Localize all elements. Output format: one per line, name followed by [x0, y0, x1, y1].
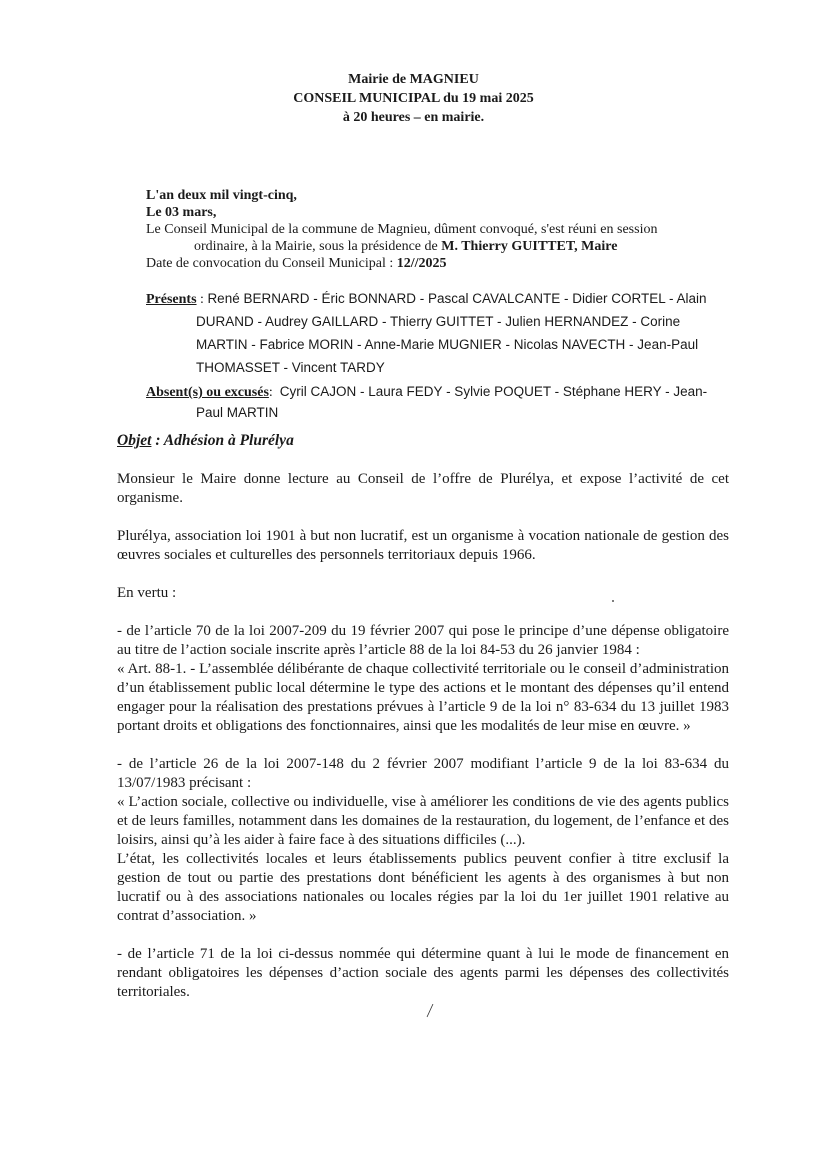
- intro-president: M. Thierry GUITTET, Maire: [441, 239, 618, 254]
- convocation-date: [146, 255, 746, 272]
- paragraph-en-vertu: En vertu :: [117, 585, 177, 601]
- paragraph-article-26: - de l’article 26 de la loi 2007-148 du 2 février 2007 modifiant l’article 9 de la loi 83-634 du 13/07/1983 précisant :: [117, 756, 729, 791]
- intro-date: Le 03 mars,: [146, 205, 217, 220]
- intro-year: L'an deux mil vingt-cinq,: [146, 188, 297, 203]
- absents-block: Absent(s) ou excusés: Cyril CAJON - Laura FEDY - Sylvie POQUET - Stéphane HERY - Jean-Paul MARTIN: [146, 384, 708, 420]
- absents-label: Absent(s) ou excusés: [146, 385, 269, 400]
- pen-mark: [426, 1004, 434, 1018]
- intro-council-line1: Le Conseil Municipal de la commune de Magnieu, dûment convoqué, s'est réuni en session: [146, 222, 658, 237]
- quote-article-88-1: « Art. 88-1. - L’assemblée délibérante de chaque collectivité territoriale ou le conseil d’administration d’un établissement public local détermine le type des actions et le montant des dépenses qu’il entend engager pour la réalisation des prestations prévues à l’article 9 de la loi n° 83-634 du 13 juillet 1983 portant droits et obligations des fonctionnaires, ainsi que les modalités de leur mise en œuvre. »: [117, 661, 729, 734]
- objet-label: Objet: [117, 432, 152, 449]
- paragraph-article-70: - de l’article 70 de la loi 2007-209 du 19 février 2007 qui pose le principe d’une dépense obligatoire au titre de l’action sociale inscrite après l’article 88 de la loi 84-53 du 26 janvier 1984 :: [117, 623, 729, 658]
- deliberation-body: [117, 470, 729, 1002]
- paragraph-reading: Monsieur le Maire donne lecture au Conseil de l’offre de Plurélya, et expose l’activité de cet organisme.: [117, 471, 729, 506]
- mairie-title: Mairie de MAGNIEU: [348, 72, 479, 87]
- session-time-place: à 20 heures – en mairie.: [342, 110, 485, 125]
- intro-block: [146, 187, 746, 272]
- presents-block: Présents : René BERNARD - Éric BONNARD - Pascal CAVALCANTE - Didier CORTEL - Alain DURAND - Audrey GAILLARD - Thierry GUITTET - Julien HERNANDEZ - Corine MARTIN - Fabrice MORIN - Anne-Marie MUGNIER - Nicolas NAVECTH - Jean-Paul THOMASSET - Vincent TARDY: [146, 291, 707, 375]
- quote-action-sociale: « L’action sociale, collective ou individuelle, vise à améliorer les conditions de vie des agents publics et de leurs familles, notamment dans les domaines de la restauration, du logement, de l’enfance et des loisirs, ainsi qu’à les aider à faire face à des situations difficiles (...).: [117, 794, 729, 848]
- document-header: [0, 70, 827, 127]
- intro-council-line2: [146, 238, 746, 255]
- objet-title: : Adhésion à Plurélya: [151, 432, 294, 449]
- presents-label: Présents: [146, 292, 197, 307]
- objet-heading: [117, 432, 294, 450]
- paragraph-plurelya: Plurélya, association loi 1901 à but non lucratif, est un organisme à vocation nationale de gestion des œuvres sociales et culturelles des personnels territoriaux depuis 1966.: [117, 528, 729, 563]
- paragraph-article-71: - de l’article 71 de la loi ci-dessus nommée qui détermine quant à lui le mode de financement en rendant obligatoires les dépenses d’action sociale des agents parmi les dépenses des collectivités territoriales.: [117, 946, 729, 1000]
- absents-names: Cyril CAJON - Laura FEDY - Sylvie POQUET - Stéphane HERY - Jean-Paul MARTIN: [196, 384, 708, 420]
- scan-speck: [612, 600, 614, 602]
- intro-council-text: ordinaire, à la Mairie, sous la présidence de: [194, 239, 442, 254]
- council-session-title: CONSEIL MUNICIPAL du 19 mai 2025: [293, 91, 534, 106]
- presents-names: René BERNARD - Éric BONNARD - Pascal CAVALCANTE - Didier CORTEL - Alain DURAND - Audrey GAILLARD - Thierry GUITTET - Julien HERNANDEZ - Corine MARTIN - Fabrice MORIN - Anne-Marie MUGNIER - Nicolas NAVECTH - Jean-Paul THOMASSET - Vincent TARDY: [196, 291, 707, 375]
- convocation-label: Date de convocation du Conseil Municipal :: [146, 256, 397, 271]
- quote-etat-collectivites: L’état, les collectivités locales et leurs établissements publics peuvent confier à titre exclusif la gestion de tout ou partie des prestations dont bénéficient les agents à des organismes à but non lucratif ou à des associations nationales ou locales régies par la loi du 1er juillet 1901 relative au contrat d’association. »: [117, 851, 729, 924]
- convocation-value: 12//2025: [396, 256, 447, 271]
